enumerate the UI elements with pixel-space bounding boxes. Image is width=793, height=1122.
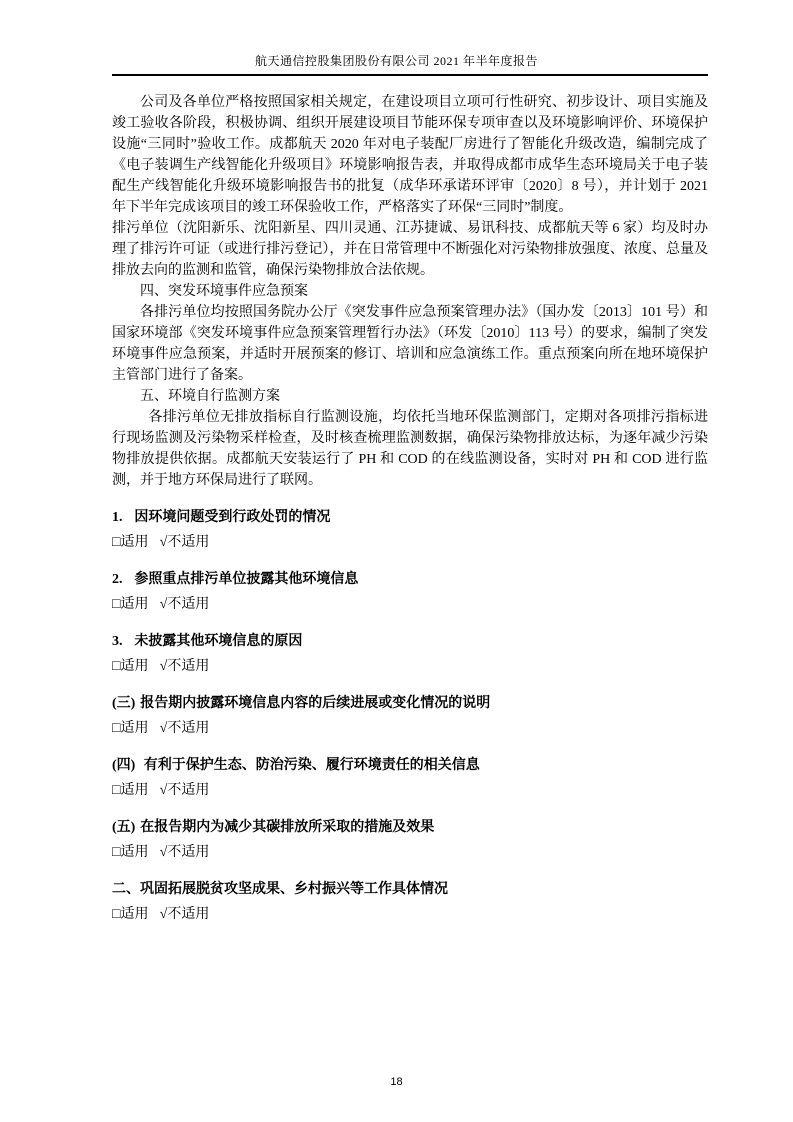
item-number: (三)	[112, 696, 136, 711]
applicability-line	[112, 594, 708, 615]
page-number: 18	[390, 1076, 403, 1088]
checkbox-unchecked-icon: □	[112, 535, 121, 550]
applicable-label: 适用	[120, 783, 149, 798]
item-title: 因环境问题受到行政处罚的情况	[134, 510, 331, 525]
checkbox-unchecked-icon: □	[112, 721, 121, 736]
paragraph-emergency-plan: 各排污单位均按照国务院办公厅《突发事件应急预案管理办法》（国办发〔2013〕101 号）和国家环境部《突发环境事件应急预案管理暂行办法》（环发〔2010〕113 号）的要求，编制了突发环境事件应急预案，并适时开展预案的修订、培训和应急演练工作。重点预案向所在地环境保护主管部门进行了备案。	[112, 305, 708, 383]
checkbox-unchecked-icon: □	[112, 659, 121, 674]
item-rural-revitalization	[112, 879, 708, 925]
check-icon: √	[159, 845, 168, 860]
check-icon: √	[159, 535, 168, 550]
page-body	[112, 92, 708, 925]
applicability-line	[112, 780, 708, 801]
item-number: 1.	[112, 510, 123, 525]
not-applicable-label: 不适用	[167, 535, 210, 550]
applicable-label: 适用	[120, 721, 149, 736]
item-followup-progress	[112, 693, 708, 739]
item-heading	[112, 569, 708, 590]
applicable-label: 适用	[120, 845, 149, 860]
section-heading-self-monitoring: 五、环境自行监测方案	[140, 389, 280, 404]
not-applicable-label: 不适用	[167, 659, 210, 674]
applicability-line	[112, 904, 708, 925]
checkbox-unchecked-icon: □	[112, 783, 121, 798]
check-icon: √	[159, 597, 168, 612]
checkbox-unchecked-icon: □	[112, 597, 121, 612]
applicability-line	[112, 842, 708, 863]
not-applicable-label: 不适用	[167, 783, 210, 798]
paragraph-discharge-permits: 排污单位（沈阳新乐、沈阳新星、四川灵通、江苏捷诚、易讯科技、成都航天等 6 家）均及时办理了排污许可证（或进行排污登记），并在日常管理中不断强化对污染物排放强度、浓度、总量及排放去向的监测和监管，确保污染物排放合法依规。	[112, 221, 708, 278]
item-heading	[112, 507, 708, 528]
item-heading	[112, 631, 708, 652]
item-carbon-reduction	[112, 817, 708, 863]
applicable-label: 适用	[120, 535, 149, 550]
item-title: 有利于保护生态、防治污染、履行环境责任的相关信息	[143, 758, 480, 773]
applicability-line	[112, 718, 708, 739]
paragraph-self-monitoring: 各排污单位无排放指标自行监测设施，均依托当地环保监测部门，定期对各项排污指标进行现场监测及污染物采样检查，及时核查梳理监测数据，确保污染物排放达标，为逐年减少污染物排放提供依据。成都航天安装运行了 PH 和 COD 的在线监测设备，实时对 PH 和 COD 进行监测，并于地方环保局进行了联网。	[112, 410, 708, 488]
not-applicable-label: 不适用	[167, 597, 210, 612]
item-title: 在报告期内为减少其碳排放所采取的措施及效果	[140, 820, 435, 835]
not-applicable-label: 不适用	[167, 721, 210, 736]
check-icon: √	[159, 783, 168, 798]
item-number: (四)	[112, 758, 136, 773]
item-number: 2.	[112, 572, 123, 587]
item-number: (五)	[112, 820, 136, 835]
item-heading	[112, 693, 708, 714]
checkbox-unchecked-icon: □	[112, 845, 121, 860]
paragraph-environmental-approval: 公司及各单位严格按照国家相关规定，在建设项目立项可行性研究、初步设计、项目实施及竣工验收各阶段，积极协调、组织开展建设项目节能环保专项审查以及环境影响评价、环境保护设施“三同时”验收工作。成都航天 2020 年对电子装配厂房进行了智能化升级改造，编制完成了《电子装调生产线智能化升级项目》环境影响报告表，并取得成都市成华生态环境局关于电子装配生产线智能化升级环境影响报告书的批复（成华环承诺环评审〔2020〕8 号），并计划于 2021 年下半年完成该项目的竣工环保验收工作，严格落实了环保“三同时”制度。	[112, 95, 708, 215]
not-applicable-label: 不适用	[167, 907, 210, 922]
disclosure-items	[112, 507, 708, 925]
item-title: 报告期内披露环境信息内容的后续进展或变化情况的说明	[140, 696, 491, 711]
item-number: 二、	[112, 882, 140, 897]
item-undisclosed-reason	[112, 631, 708, 677]
item-key-pollutant-disclosure	[112, 569, 708, 615]
check-icon: √	[159, 721, 168, 736]
item-eco-protection-info	[112, 755, 708, 801]
applicability-line	[112, 656, 708, 677]
item-heading	[112, 879, 708, 900]
check-icon: √	[159, 907, 168, 922]
item-title: 巩固拓展脱贫攻坚成果、乡村振兴等工作具体情况	[140, 882, 448, 897]
header-divider	[112, 74, 708, 76]
item-admin-penalty	[112, 507, 708, 553]
applicable-label: 适用	[120, 907, 149, 922]
section-heading-emergency-plan: 四、突发环境事件应急预案	[140, 284, 308, 299]
item-number: 3.	[112, 634, 123, 649]
applicability-line	[112, 532, 708, 553]
checkbox-unchecked-icon: □	[112, 907, 121, 922]
check-icon: √	[159, 659, 168, 674]
not-applicable-label: 不适用	[167, 845, 210, 860]
report-header-title: 航天通信控股集团股份有限公司 2021 年半年度报告	[254, 54, 538, 68]
item-heading	[112, 755, 708, 776]
applicable-label: 适用	[120, 659, 149, 674]
item-title: 未披露其他环境信息的原因	[134, 634, 303, 649]
item-heading	[112, 817, 708, 838]
item-title: 参照重点排污单位披露其他环境信息	[134, 572, 359, 587]
applicable-label: 适用	[120, 597, 149, 612]
